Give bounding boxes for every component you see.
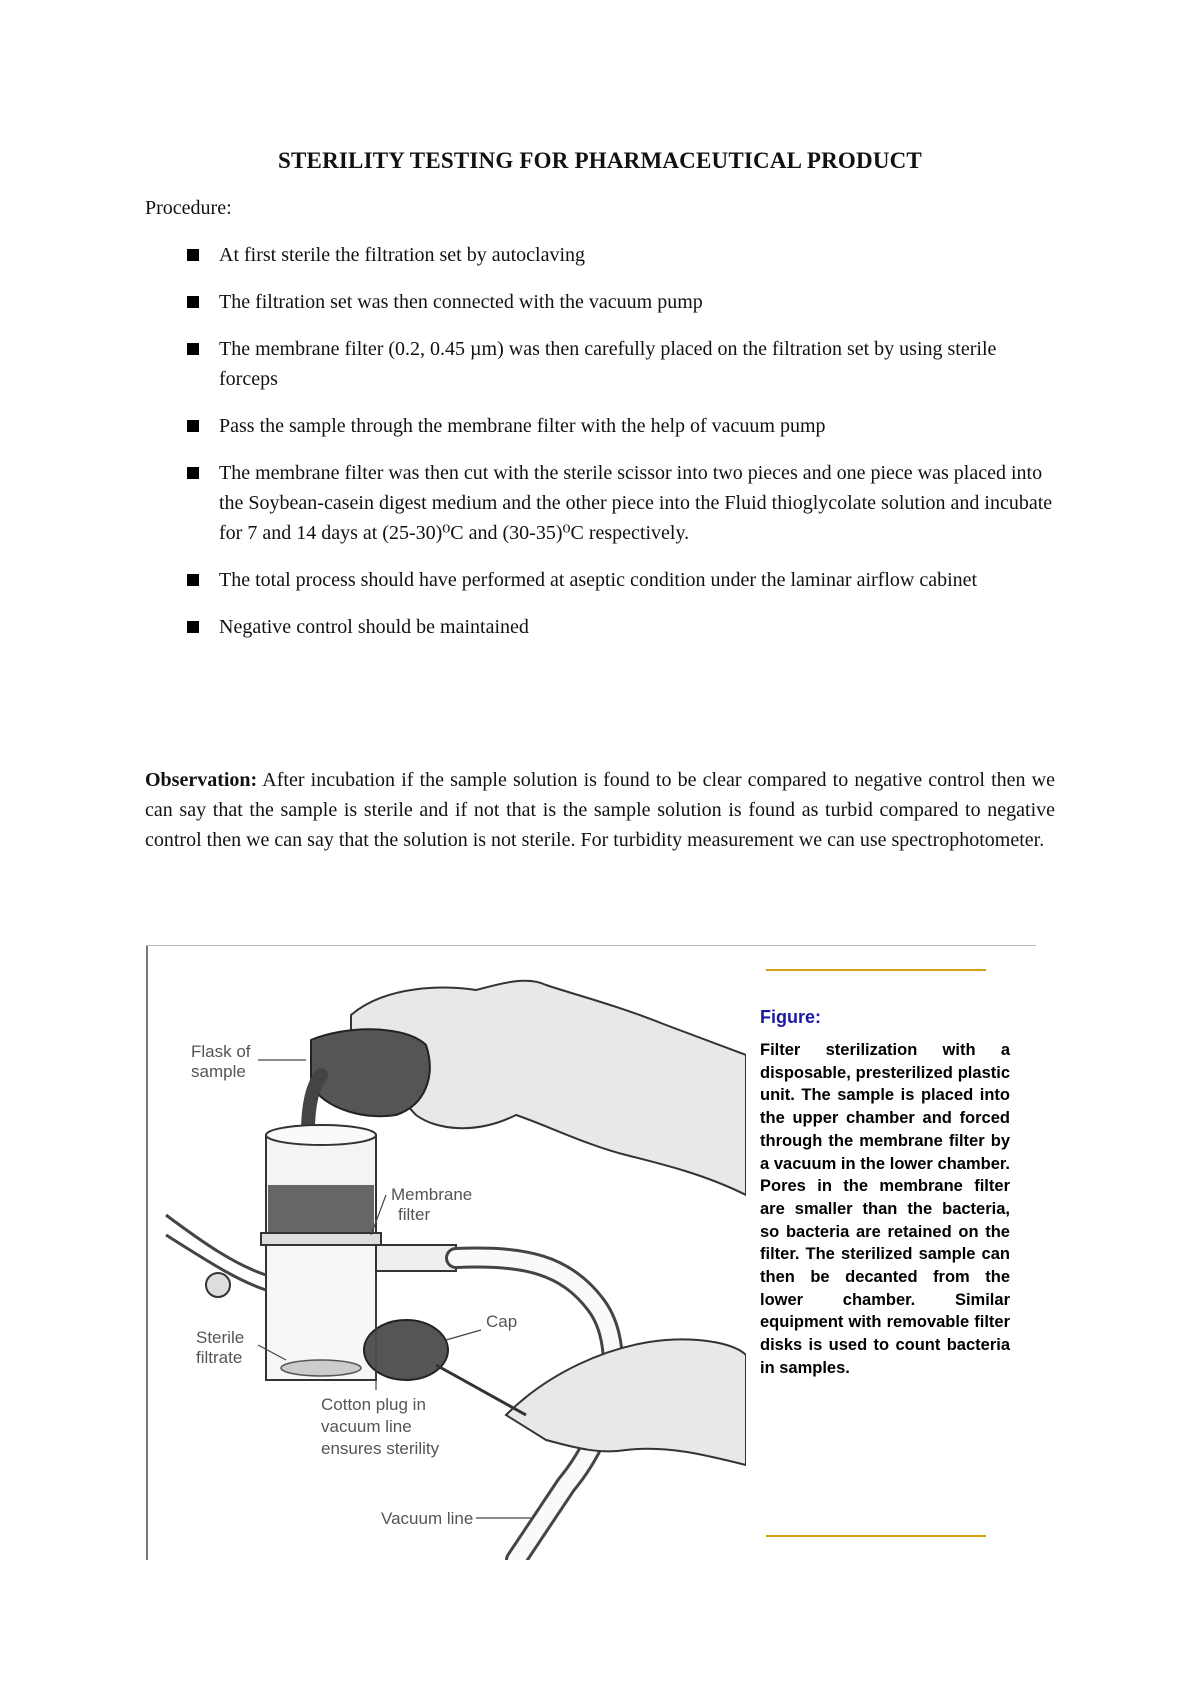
label-cotton-plug: ensures sterility <box>321 1439 440 1458</box>
label-membrane: filter <box>398 1205 431 1224</box>
chamber-rim-icon <box>266 1125 376 1145</box>
figure <box>146 945 1036 1560</box>
label-cotton-plug: Cotton plug in <box>321 1395 426 1414</box>
step-text: The filtration set was then connected with the vacuum pump <box>219 291 703 313</box>
procedure-list <box>145 240 1055 659</box>
forceps-icon <box>436 1365 526 1415</box>
step-text: The total process should have performed at aseptic condition under the laminar airflow cabinet <box>219 569 978 591</box>
filtrate-icon <box>281 1360 361 1376</box>
step-text: Negative control should be maintained <box>219 616 529 638</box>
square-bullet-icon <box>187 420 199 432</box>
square-bullet-icon <box>187 621 199 633</box>
step-text: The membrane filter (0.2, 0.45 µm) was then carefully placed on the filtration set by using sterile forceps <box>219 338 997 390</box>
list-item <box>145 240 1055 270</box>
cap-icon <box>364 1320 448 1380</box>
label-membrane: Membrane <box>391 1185 473 1204</box>
square-bullet-icon <box>187 296 199 308</box>
caption-rule-top <box>766 969 986 971</box>
observation-label: Observation: <box>145 769 258 791</box>
lower-hand-icon <box>506 1339 746 1465</box>
label-flask: sample <box>191 1062 246 1081</box>
square-bullet-icon <box>187 467 199 479</box>
label-sterile-filtrate: filtrate <box>196 1348 243 1367</box>
list-item <box>145 334 1055 394</box>
square-bullet-icon <box>187 249 199 261</box>
list-item <box>145 458 1055 548</box>
list-item <box>145 411 1055 441</box>
step-text: At first sterile the filtration set by autoclaving <box>219 244 586 266</box>
label-sterile-filtrate: Sterile <box>196 1328 245 1347</box>
filter-apparatus-illustration <box>146 945 746 1560</box>
figure-caption-text: Filter sterilization with a disposable, presterilized plastic unit. The sample is placed into the upper chamber and forced through the membrane filter by a vacuum in the lower chamber. Pores in the membrane filter are smaller than the bacteria, so bacteria are retained on the filter. The sterilized sample can then be decanted from the lower chamber. Similar equipment with removable filter disks is used to count bacteria in samples. <box>760 1041 1010 1377</box>
label-vacuum-line: Vacuum line <box>381 1509 474 1528</box>
square-bullet-icon <box>187 343 199 355</box>
procedure-label: Procedure: <box>145 197 232 219</box>
side-port-icon <box>376 1245 456 1271</box>
step-text: Pass the sample through the membrane filter with the help of vacuum pump <box>219 415 826 437</box>
square-bullet-icon <box>187 574 199 586</box>
caption-rule-bottom <box>766 1535 986 1537</box>
flask-icon <box>311 1029 430 1116</box>
membrane-ring-icon <box>261 1233 381 1245</box>
sample-liquid-icon <box>268 1185 374 1233</box>
observation-paragraph <box>145 765 1055 855</box>
list-item <box>145 287 1055 317</box>
label-cotton-plug: vacuum line <box>321 1417 412 1436</box>
label-flask: Flask of <box>191 1042 251 1061</box>
list-item <box>145 565 1055 595</box>
page-title: STERILITY TESTING FOR PHARMACEUTICAL PRODUCT <box>278 148 922 173</box>
label-cap: Cap <box>486 1312 518 1331</box>
observation-text: After incubation if the sample solution is found to be clear compared to negative control then we can say that the sample is sterile and if not that is the sample solution is found as turbid compared to negative control then we can say that the solution is not sterile. For turbidity measurement we can use spectrophotometer. <box>145 769 1055 851</box>
stopcock-icon <box>206 1273 230 1297</box>
figure-caption-heading: Figure: <box>760 1007 821 1027</box>
step-text: The membrane filter was then cut with the sterile scissor into two pieces and one piece was placed into the Soybean-casein digest medium and the other piece into the Fluid thioglycolate solution and incubate for 7 and 14 days at (25-30)⁰C and (30-35)⁰C respectively. <box>219 462 1053 544</box>
list-item <box>145 612 1055 642</box>
